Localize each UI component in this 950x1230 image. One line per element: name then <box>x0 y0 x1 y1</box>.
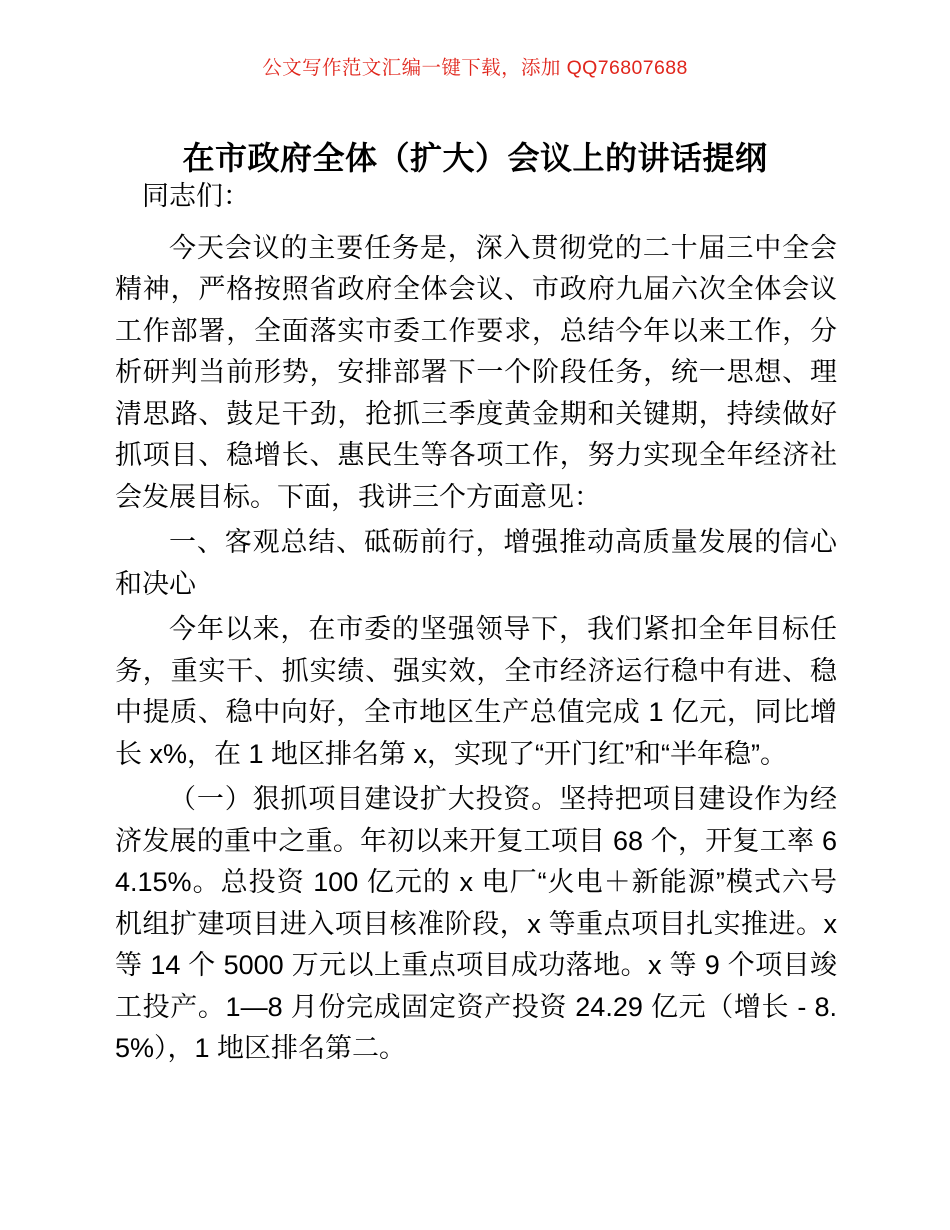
salutation: 同志们： <box>142 181 250 211</box>
paragraph-section-one-body: 今年以来，在市委的坚强领导下，我们紧扣全年目标任务，重实干、抓实绩、强实效，全市经济运行稳中有进、稳中提质、稳中向好，全市地区生产总值完成 1 亿元，同比增长 x%，在 1 地区排名第 x，实现了“开门红”和“半年稳”。 <box>115 614 837 769</box>
paragraph-subsection-one: （一）狠抓项目建设扩大投资。坚持把项目建设作为经济发展的重中之重。年初以来开复工项目 68 个，开复工率 64.15%。总投资 100 亿元的 x 电厂“火电＋新能源”模式六号机组扩建项目进入项目核准阶段，x 等重点项目扎实推进。x 等 14 个 5000 万元以上重点项目成功落地。x 等 9 个项目竣工投产。1—8 月份完成固定资产投资 24.29 亿元（增长 - 8.5%），1 地区排名第二。 <box>115 784 837 1063</box>
section-heading-one: 一、客观总结、砥砺前行，增强推动高质量发展的信心和决心 <box>115 527 837 599</box>
paragraph-opening: 今天会议的主要任务是，深入贯彻党的二十届三中全会精神，严格按照省政府全体会议、市政府九届六次全体会议工作部署，全面落实市委工作要求，总结今年以来工作，分析研判当前形势，安排部署下一个阶段任务，统一思想、理清思路、鼓足干劲，抢抓三季度黄金期和关键期，持续做好抓项目、稳增长、惠民生等各项工作，努力实现全年经济社会发展目标。下面，我讲三个方面意见： <box>115 232 837 512</box>
promo-header-text: 公文写作范文汇编一键下载，添加 QQ76807688 <box>262 57 688 79</box>
page-title: 在市政府全体（扩大）会议上的讲话提纲 <box>182 140 768 177</box>
document-body <box>115 176 837 1070</box>
